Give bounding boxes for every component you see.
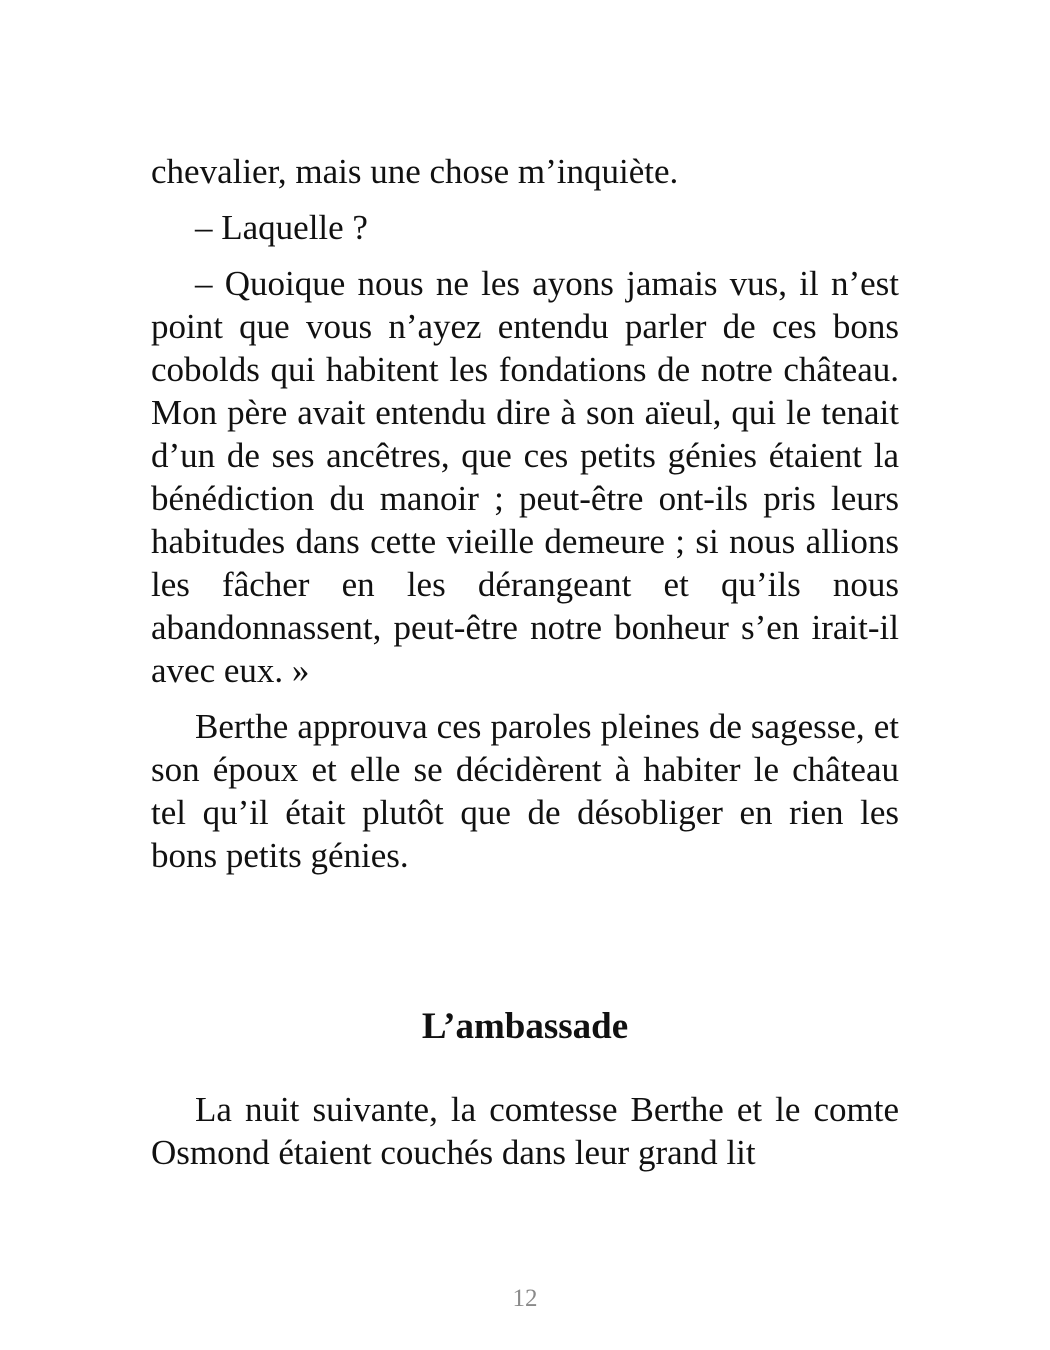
body-text-section-2 [151,1088,899,1174]
paragraph-dialogue-reply: – Quoique nous ne les ayons jamais vus, il n’est point que vous n’ayez entendu parler de ces bons cobolds qui habitent les fondations de notre château. Mon père avait entendu dire à son aïeul, qui le tenait d’un de ses ancêtres, que ces petits génies étaient la bénédiction du manoir ; peut-être ont-ils pris leurs habitudes dans cette vieille demeure ; si nous allions les fâcher en les dérangeant et qu’ils nous abandonnassent, peut-être notre bonheur s’en irait-il avec eux. » [151,264,899,690]
paragraph-chapter-opening: La nuit suivante, la comtesse Berthe et le comte Osmond étaient couchés dans leur grand lit [151,1090,899,1172]
paragraph-continuation: chevalier, mais une chose m’inquiète. [151,152,679,191]
paragraph-dialogue-question: – Laquelle ? [195,208,368,247]
paragraph-narration: Berthe approuva ces paroles pleines de sagesse, et son époux et elle se décidèrent à habiter le château tel qu’il était plutôt que de désobliger en rien les bons petits génies. [151,707,899,875]
body-text-section-1 [151,150,899,877]
page-number: 12 [512,1285,538,1312]
chapter-title: L’ambassade [421,1006,629,1047]
